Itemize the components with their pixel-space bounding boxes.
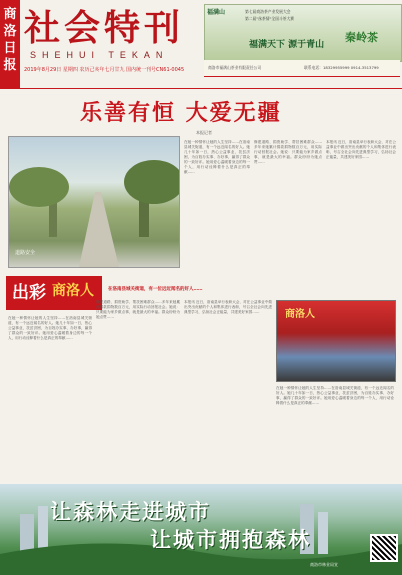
page-title: 社会特刊 <box>24 7 185 49</box>
article-text: 修建道路、捐资助学、帮扶困难群众……多年来她累计捐款捐物数百万元，用实际行动回报社会。她说：只要能为家乡做点事，就是最大的幸福。群众纷纷为她点赞…… <box>96 300 180 319</box>
article-column <box>8 316 92 476</box>
ad-sponsor: 商洛市林业局宣 <box>310 562 338 567</box>
section-badge-label: 商洛人 <box>52 283 94 299</box>
section-badge-label: 出彩 <box>12 283 46 303</box>
article-text: 在她一种情怀让她的人生坚持……在洛南县城关街道，有一个远近闻名的好人。她几十年如一日，热心公益事业，扶贫济困，为百姓办实事、办好事，赢得了群众的一致好评。她用爱心温暖着身边的每一个人，用行动诠释着什么是真正的奉献…… <box>8 316 92 340</box>
article-text: 在她一种情怀让她的人生坚持……在洛南县城关街道，有一个远近闻名的好人。她几十年如一日，热心公益事业，扶贫济困，为百姓办实事、办好事，赢得了群众的一致好评。她用爱心温暖着身边的每一个人，用行动诠释着什么是真正的奉献…… <box>276 386 394 405</box>
ad-line: 第七届商洛茶产业发展大会 <box>245 9 291 14</box>
ad-line: 第二届"丝茶情"全国斗茶大赛 <box>245 16 295 21</box>
tea-advertisement <box>204 4 402 62</box>
ad-phone: 联系电话：18329955999 0914-3513799 <box>304 65 379 70</box>
article-column <box>96 300 180 476</box>
dateline: 2019年8月29日 星期四 农历己亥年七月廿九 国内统一刊号CN61-0045 <box>24 67 185 73</box>
qr-code-icon <box>370 534 398 562</box>
ad-headline: 让城市拥抱森林 <box>150 527 311 552</box>
article-column <box>184 140 250 276</box>
article-text: 在她一种情怀让她的人生坚持……在洛南县城关街道，有一个远近闻名的好人。她几十年如一日，热心公益事业，扶贫济困，为百姓办实事、办好事，赢得了群众的一致好评。她用爱心温暖着身边的每一个人，用行动诠释着什么是真正的奉献…… <box>184 140 250 174</box>
photo-caption: 道路安全 <box>15 250 36 256</box>
article-photo <box>8 136 180 268</box>
newspaper-name: 商洛日报 <box>3 7 17 73</box>
ad-contact-strip <box>204 60 400 77</box>
section-badge <box>6 276 102 310</box>
ad-company: 商洛市福满山茶业有限责任公司 <box>208 65 262 70</box>
event-photo <box>276 300 396 382</box>
article-lead: 在洛南县城关街道，有一位远近闻名的好人…… <box>108 287 203 292</box>
article-column <box>254 140 322 276</box>
ad-logo-text: 福满山 <box>207 9 226 16</box>
article-column <box>184 300 272 476</box>
headline: 乐善有恒 大爱无疆 <box>80 100 282 126</box>
ad-slogan: 福满天下 源于青山 <box>249 40 325 50</box>
page-subtitle: SHEHUI TEKAN <box>30 50 169 60</box>
article-column <box>276 386 394 476</box>
byline: 本报记者 <box>196 130 212 135</box>
ad-brand: 秦岭茶 <box>345 31 378 44</box>
ad-headline: 让森林走进城市 <box>50 499 211 524</box>
divider <box>0 88 402 89</box>
forestry-advertisement <box>0 484 402 575</box>
article-text: 本报讯 近日，洛南县举行表彰大会，对在公益事业中做出突出贡献的个人和集体进行表彰，号召全社会向先进典型学习，弘扬社会正能量，共建美好家园…… <box>326 140 396 159</box>
article-column <box>326 140 396 276</box>
article-text: 修建道路、捐资助学、帮扶困难群众……多年来她累计捐款捐物数百万元，用实际行动回报社会。她说：只要能为家乡做点事，就是最大的幸福。群众纷纷为她点赞…… <box>254 140 322 164</box>
article-text: 本报讯 近日，洛南县举行表彰大会，对在公益事业中做出突出贡献的个人和集体进行表彰，号召全社会向先进典型学习，弘扬社会正能量，共建美好家园…… <box>184 300 272 314</box>
road-scene <box>9 137 179 267</box>
banner-text: 商洛人 <box>285 309 315 320</box>
